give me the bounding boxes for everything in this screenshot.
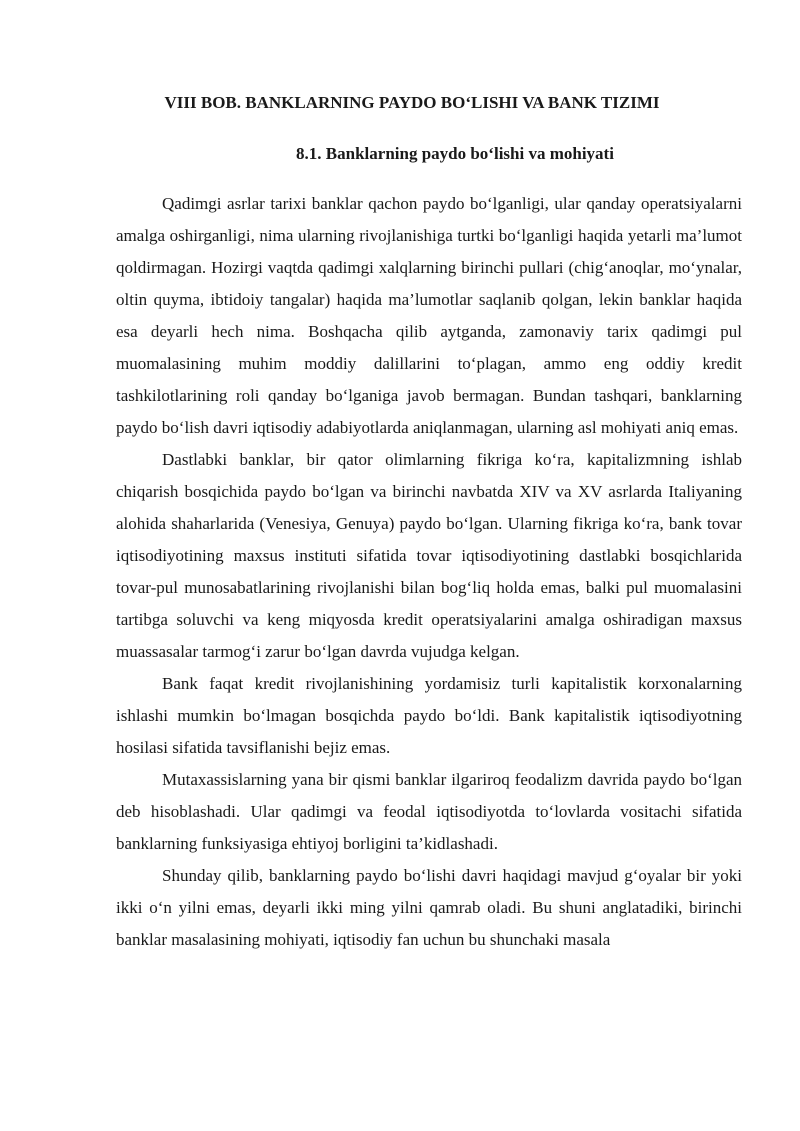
body-text — [116, 188, 742, 956]
paragraph: Mutaxassislarning yana bir qismi banklar ilgariroq feodalizm davrida paydo bo‘lgan deb hisoblashadi. Ular qadimgi va feodal iqtisodiyotda to‘lovlarda vositachi sifatida banklarning funksiyasiga ehtiyoj borligini ta’kidlashadi. — [116, 770, 742, 853]
paragraph: Dastlabki banklar, bir qator olimlarning fikriga ko‘ra, kapitalizmning ishlab chiqarish bosqichida paydo bo‘lgan va birinchi navbatda XIV va XV asrlarda Italiyaning alohida shaharlarida (Venesiya, Genuya) paydo bo‘lgan. Ularning fikriga ko‘ra, bank tovar iqtisodiyotining maxsus instituti sifatida tovar iqtisodiyotining dastlabki bosqichlarida tovar-pul munosabatlarining rivojlanishi bilan bog‘liq holda emas, balki pul muomalasini tartibga soluvchi va keng miqyosda kredit operatsiyalarini amalga oshiradigan maxsus muassasalar tarmog‘i zarur bo‘lgan davrda vujudga kelgan. — [116, 450, 742, 661]
chapter-title: VIII BOB. BANKLARNING PAYDO BO‘LISHI VA BANK TIZIMI — [164, 93, 660, 112]
section-title: 8.1. Banklarning paydo bo‘lishi va mohiyati — [296, 144, 614, 163]
paragraph: Qadimgi asrlar tarixi banklar qachon paydo bo‘lganligi, ular qanday operatsiyalarni amalga oshirganligi, nima ularning rivojlanishiga turtki bo‘lganligi haqida yetarli ma’lumot qoldirmagan. Hozirgi vaqtda qadimgi xalqlarning birinchi pullari (chig‘anoqlar, mo‘ynalar, oltin quyma, ibtidoiy tangalar) haqida ma’lumotlar saqlanib qolgan, lekin banklar haqida esa deyarli hech nima. Boshqacha qilib aytganda, zamonaviy tarix qadimgi pul muomalasining muhim moddiy dalillarini to‘plagan, ammo eng oddiy kredit tashkilotlarining roli qanday bo‘lganiga javob bermagan. Bundan tashqari, banklarning paydo bo‘lish davri iqtisodiy adabiyotlarda aniqlanmagan, ularning asl mohiyati aniq emas. — [116, 194, 742, 437]
paragraph: Shunday qilib, banklarning paydo bo‘lishi davri haqidagi mavjud g‘oyalar bir yoki ikki o‘n yilni emas, deyarli ikki ming yilni qamrab oladi. Bu shuni anglatadiki, birinchi banklar masalasining mohiyati, iqtisodiy fan uchun bu shunchaki masala — [116, 866, 742, 949]
paragraph: Bank faqat kredit rivojlanishining yordamisiz turli kapitalistik korxonalarning ishlashi mumkin bo‘lmagan bosqichda paydo bo‘ldi. Bank kapitalistik iqtisodiyotning hosilasi sifatida tavsiflanishi bejiz emas. — [116, 674, 742, 757]
